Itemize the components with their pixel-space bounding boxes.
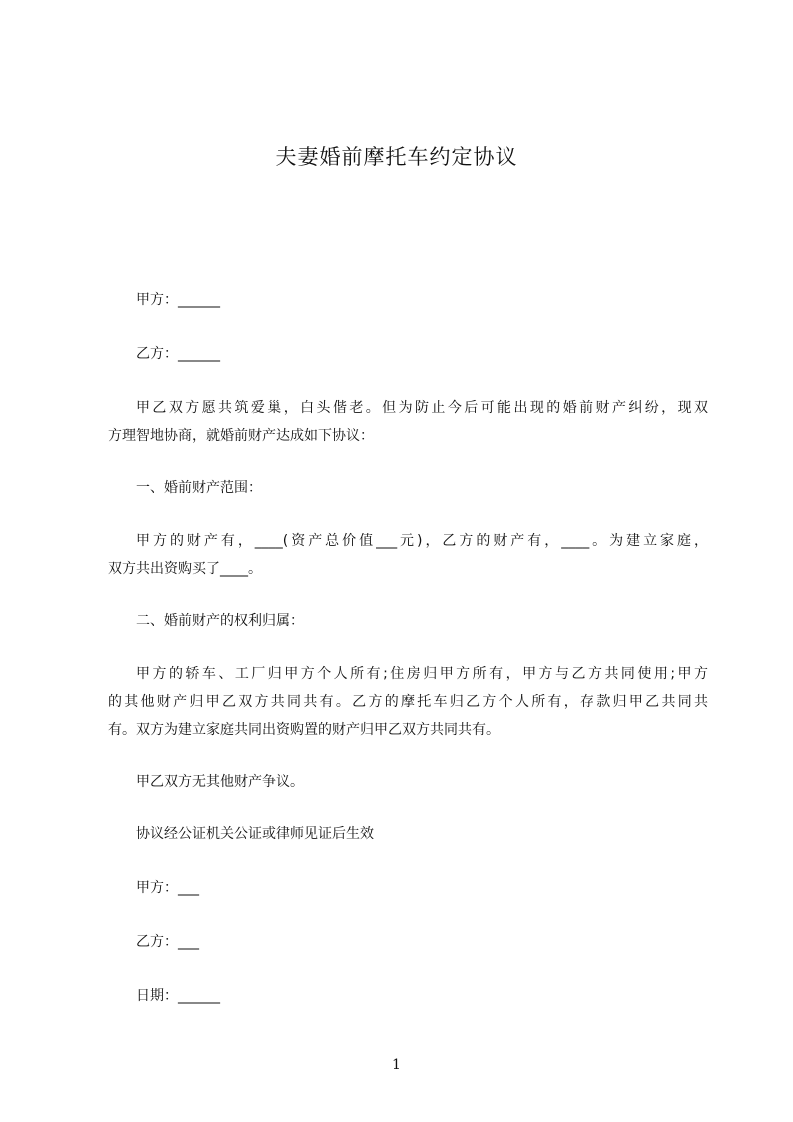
intro-line-2: 方理智地协商，就婚前财产达成如下协议： <box>108 428 374 444</box>
section2-line-2: 的其他财产归甲乙双方共同共有。乙方的摩托车归乙方个人所有，存款归甲乙共同共 <box>108 694 708 710</box>
party-a-line: 甲方：______ <box>136 292 220 308</box>
section2-heading: 二、婚前财产的权利归属： <box>136 613 304 629</box>
no-dispute-line: 甲乙双方无其他财产争议。 <box>136 774 304 790</box>
page-number: 1 <box>392 1057 401 1073</box>
section1-line-1: 甲方的财产有，____(资产总价值___元)，乙方的财产有，____。为建立家庭， <box>136 533 708 549</box>
intro-line-1: 甲乙双方愿共筑爱巢，白头偕老。但为防止今后可能出现的婚前财产纠纷，现双 <box>136 400 708 416</box>
sign-party-b: 乙方：___ <box>136 934 199 950</box>
date-line: 日期：______ <box>136 988 220 1004</box>
section1-heading: 一、婚前财产范围： <box>136 480 262 496</box>
effective-line: 协议经公证机关公证或律师见证后生效 <box>136 826 374 842</box>
section2-line-3: 有。双方为建立家庭共同出资购置的财产归甲乙双方共同共有。 <box>108 722 500 738</box>
section2-line-1: 甲方的轿车、工厂归甲方个人所有;住房归甲方所有，甲方与乙方共同使用;甲方 <box>136 666 708 682</box>
document-title: 夫妻婚前摩托车约定协议 <box>275 145 518 169</box>
party-b-line: 乙方：______ <box>136 346 220 362</box>
sign-party-a: 甲方：___ <box>136 880 199 896</box>
section1-line-2: 双方共出资购买了____。 <box>108 561 262 577</box>
